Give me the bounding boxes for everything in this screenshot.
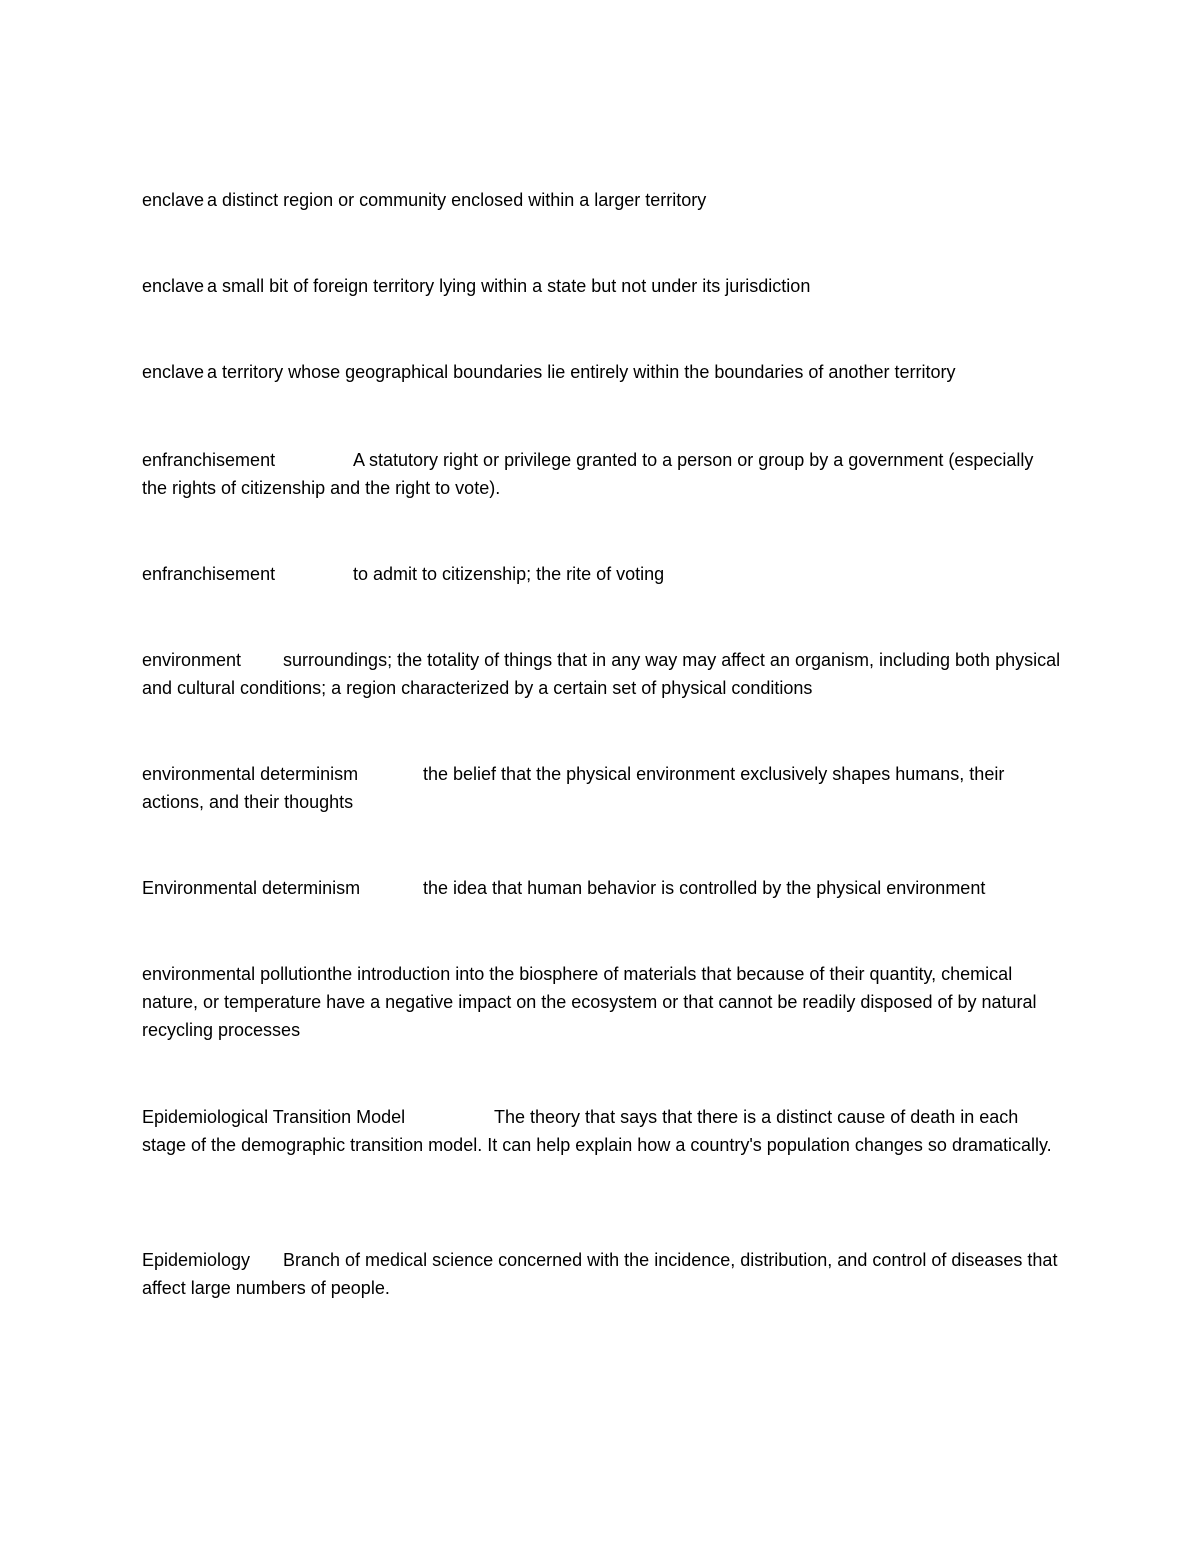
glossary-entry: [142, 1103, 1062, 1159]
entry-term: Epidemiology: [142, 1250, 251, 1270]
entry-term: environmental determinism: [142, 764, 359, 784]
glossary-entry: [142, 272, 1062, 300]
glossary-entry: [142, 446, 1062, 502]
glossary-entry: [142, 960, 1062, 1044]
entry-term: enfranchisement: [142, 450, 276, 470]
glossary-entry: [142, 560, 1062, 588]
entry-definition: the belief that the physical environment exclusively shapes humans, their actions, and their thoughts: [142, 764, 1005, 812]
entry-definition: the idea that human behavior is controlled by the physical environment: [423, 878, 986, 898]
entry-definition: a territory whose geographical boundaries lie entirely within the boundaries of another territory: [207, 362, 956, 382]
entry-definition: The theory that says that there is a distinct cause of death in each stage of the demographic transition model. It can help explain how a country's population changes so dramatically.: [142, 1107, 1052, 1155]
entry-definition: the introduction into the biosphere of materials that because of their quantity, chemical nature, or temperature have a negative impact on the ecosystem or that cannot be readily disposed of by natural recycling processes: [142, 964, 1037, 1040]
entry-definition: to admit to citizenship; the rite of voting: [353, 564, 665, 584]
entry-term: environmental pollution: [142, 964, 328, 984]
entry-definition: surroundings; the totality of things that in any way may affect an organism, including both physical and cultural conditions; a region characterized by a certain set of physical conditions: [142, 650, 1061, 698]
entry-term: Environmental determinism: [142, 878, 361, 898]
glossary-entry: [142, 646, 1062, 702]
entry-term: enfranchisement: [142, 564, 276, 584]
entry-term: enclave: [142, 362, 205, 382]
entry-definition: a small bit of foreign territory lying within a state but not under its jurisdiction: [207, 276, 811, 296]
glossary-entry: [142, 186, 1062, 214]
entry-definition: a distinct region or community enclosed within a larger territory: [207, 190, 707, 210]
entry-term: enclave: [142, 276, 205, 296]
glossary-entry: [142, 358, 1062, 386]
entry-term: Epidemiological Transition Model: [142, 1107, 406, 1127]
entry-term: enclave: [142, 190, 205, 210]
entry-definition: Branch of medical science concerned with the incidence, distribution, and control of diseases that affect large numbers of people.: [142, 1250, 1058, 1298]
entry-definition: A statutory right or privilege granted to a person or group by a government (especially the rights of citizenship and the right to vote).: [142, 450, 1034, 498]
glossary-entry: [142, 760, 1062, 816]
entry-term: environment: [142, 650, 242, 670]
glossary-entry: [142, 874, 1062, 902]
glossary-entry: [142, 1246, 1062, 1302]
